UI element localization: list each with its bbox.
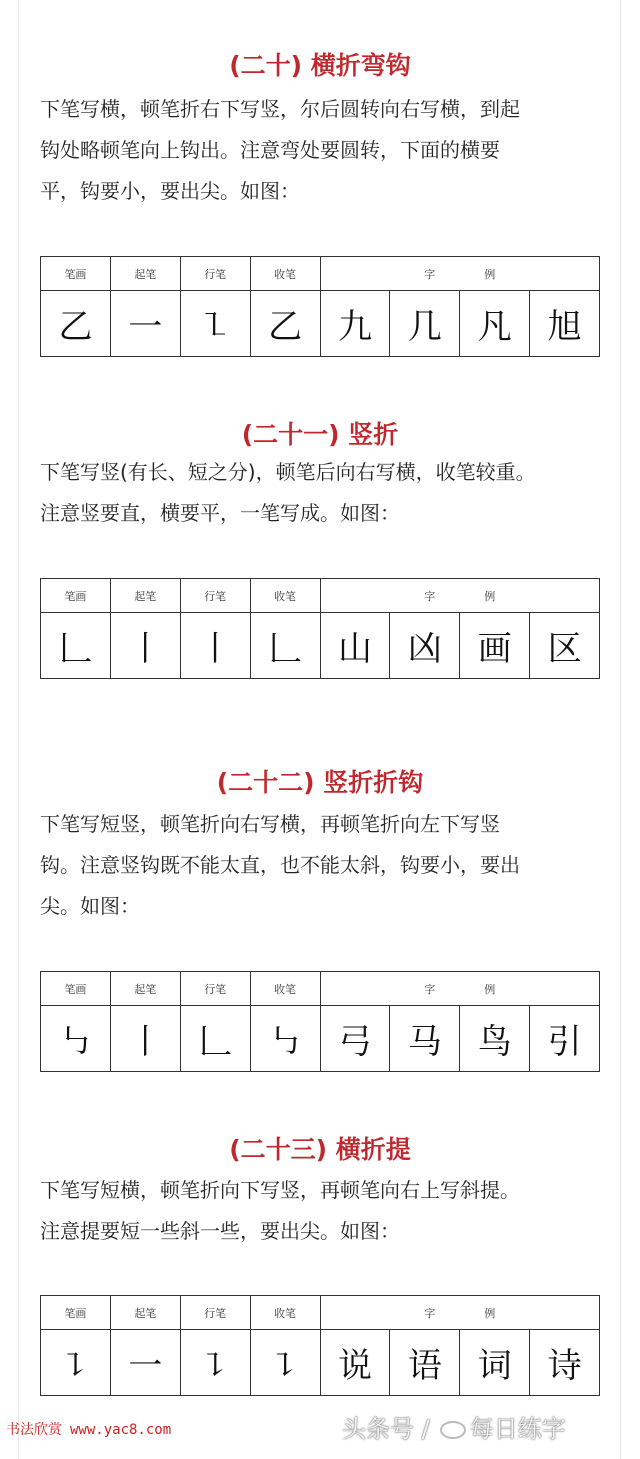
description-line: 下笔写竖(有长、短之分)，顿笔后向右写横，收笔较重。 — [40, 460, 536, 484]
stroke-cell: ㇉ — [41, 1006, 111, 1072]
end-cell: 乙 — [250, 291, 320, 357]
header-start: 起笔 — [110, 257, 180, 291]
stroke-table — [40, 578, 600, 679]
toutiao-logo-icon — [440, 1421, 466, 1439]
stroke-table — [40, 1295, 600, 1396]
start-cell: 丨 — [110, 613, 180, 679]
end-cell: ㇊ — [250, 1330, 320, 1396]
header-stroke: 笔画 — [41, 257, 111, 291]
example-cell: 山 — [320, 613, 390, 679]
header-examples-char-b: 例 — [484, 267, 496, 281]
move-cell: ㇅ — [180, 291, 250, 357]
example-cell: 说 — [320, 1330, 390, 1396]
site-url[interactable]: www.yac8.com — [70, 1422, 172, 1438]
start-cell: 一 — [110, 291, 180, 357]
description-line: 钩。注意竖钩既不能太直，也不能太斜，钩要小，要出 — [40, 853, 520, 877]
section-title: (二十二) 竖折折钩 — [216, 768, 424, 797]
header-examples-char-b: 例 — [484, 589, 496, 603]
description-line: 下笔写横，顿笔折右下写竖，尔后圆转向右写横，到起 — [40, 97, 520, 121]
section-title: (二十一) 竖折 — [241, 420, 399, 449]
description-line: 下笔写短竖，顿笔折向右写横，再顿笔折向左下写竖 — [40, 812, 500, 836]
description-line: 尖。如图： — [40, 894, 140, 918]
section-description — [40, 804, 600, 927]
header-examples-char-a: 字 — [424, 982, 436, 996]
header-stroke: 笔画 — [41, 972, 111, 1006]
example-cell: 语 — [390, 1330, 460, 1396]
watermark-prefix: 头条号 / — [342, 1415, 430, 1443]
example-cell: 引 — [530, 1006, 600, 1072]
header-move: 行笔 — [180, 1296, 250, 1330]
header-examples-char-a: 字 — [424, 1306, 436, 1320]
start-cell: 一 — [110, 1330, 180, 1396]
move-cell: ㇊ — [180, 1330, 250, 1396]
table-header-row — [41, 1296, 600, 1330]
header-examples-char-b: 例 — [484, 982, 496, 996]
header-stroke: 笔画 — [41, 1296, 111, 1330]
example-cell: 马 — [390, 1006, 460, 1072]
example-cell: 凶 — [390, 613, 460, 679]
header-examples — [320, 972, 600, 1006]
example-cell: 词 — [460, 1330, 530, 1396]
section-title: (二十) 横折弯钩 — [229, 51, 411, 80]
header-examples — [320, 1296, 600, 1330]
header-examples-char-a: 字 — [424, 267, 436, 281]
move-cell: 丨 — [180, 613, 250, 679]
header-examples — [320, 257, 600, 291]
stroke-cell: 𠃊 — [41, 613, 111, 679]
end-cell: ㇉ — [250, 1006, 320, 1072]
header-end: 收笔 — [250, 1296, 320, 1330]
header-move: 行笔 — [180, 257, 250, 291]
example-cell: 弓 — [320, 1006, 390, 1072]
description-line: 注意竖要直，横要平，一笔写成。如图： — [40, 501, 400, 525]
description-line: 注意提要短一些斜一些，要出尖。如图： — [40, 1219, 400, 1243]
header-end: 收笔 — [250, 972, 320, 1006]
section-title: (二十三) 横折提 — [229, 1135, 411, 1164]
header-examples-char-a: 字 — [424, 589, 436, 603]
end-cell: 𠃊 — [250, 613, 320, 679]
move-cell: 𠃊 — [180, 1006, 250, 1072]
watermark-account: 每日练字 — [469, 1415, 566, 1443]
stroke-table — [40, 971, 600, 1072]
stroke-cell: 乙 — [41, 291, 111, 357]
header-end: 收笔 — [250, 579, 320, 613]
header-move: 行笔 — [180, 579, 250, 613]
table-header-row — [41, 257, 600, 291]
site-credit — [6, 1419, 171, 1439]
description-line: 平，钩要小，要出尖。如图： — [40, 179, 300, 203]
section-description — [40, 1170, 600, 1252]
start-cell: 丨 — [110, 1006, 180, 1072]
example-cell: 九 — [320, 291, 390, 357]
example-cell: 诗 — [530, 1330, 600, 1396]
table-row — [41, 613, 600, 679]
table-header-row — [41, 579, 600, 613]
header-stroke: 笔画 — [41, 579, 111, 613]
example-cell: 区 — [530, 613, 600, 679]
header-end: 收笔 — [250, 257, 320, 291]
table-header-row — [41, 972, 600, 1006]
example-cell: 画 — [460, 613, 530, 679]
header-examples — [320, 579, 600, 613]
table-row — [41, 1006, 600, 1072]
example-cell: 凡 — [460, 291, 530, 357]
site-name: 书法欣赏 — [6, 1422, 62, 1438]
stroke-cell: ㇊ — [41, 1330, 111, 1396]
table-row — [41, 291, 600, 357]
example-cell: 鸟 — [460, 1006, 530, 1072]
header-examples-char-b: 例 — [484, 1306, 496, 1320]
description-line: 下笔写短横，顿笔折向下写竖，再顿笔向右上写斜提。 — [40, 1178, 520, 1202]
header-start: 起笔 — [110, 1296, 180, 1330]
example-cell: 几 — [390, 291, 460, 357]
table-row — [41, 1330, 600, 1396]
header-start: 起笔 — [110, 972, 180, 1006]
description-line: 钩处略顿笔向上钩出。注意弯处要圆转，下面的横要 — [40, 138, 500, 162]
header-move: 行笔 — [180, 972, 250, 1006]
header-start: 起笔 — [110, 579, 180, 613]
stroke-table — [40, 256, 600, 357]
section-description — [40, 89, 600, 212]
section-description — [40, 452, 600, 534]
watermark — [342, 1409, 566, 1444]
example-cell: 旭 — [530, 291, 600, 357]
